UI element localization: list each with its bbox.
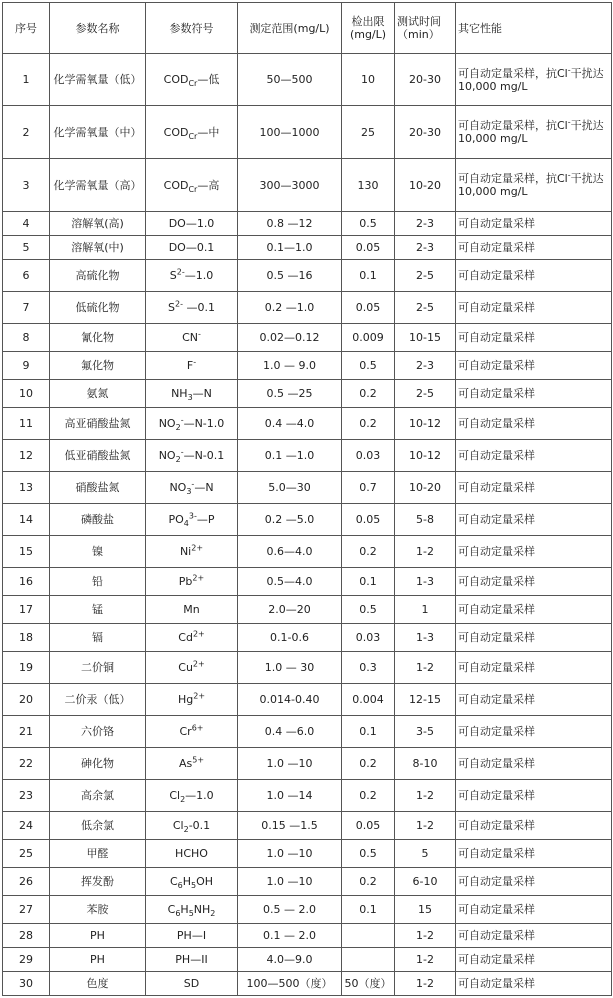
cell-range: 2.0—20 [238, 596, 342, 624]
cell-time: 5 [395, 840, 456, 868]
cell-name: 镍 [50, 536, 146, 568]
cell-time: 2-3 [395, 212, 456, 236]
cell-other: 可自动定量采样 [456, 324, 612, 352]
cell-range: 1.0 —10 [238, 868, 342, 896]
table-row [3, 624, 612, 652]
cell-name: 化学需氧量（中） [50, 106, 146, 159]
cell-time: 1-2 [395, 948, 456, 972]
cell-time: 20-30 [395, 54, 456, 106]
table-body [3, 54, 612, 996]
table-row [3, 292, 612, 324]
header-row [3, 3, 612, 54]
table-row [3, 596, 612, 624]
cell-time: 1-2 [395, 924, 456, 948]
cell-symbol: $S^{2-}$ —0.1 [146, 292, 238, 324]
cell-limit: 0.004 [342, 684, 395, 716]
cell-time: 1-2 [395, 536, 456, 568]
cell-time: 10-20 [395, 472, 456, 504]
table-wrapper [2, 2, 612, 996]
table-row [3, 896, 612, 924]
cell-time: 10-20 [395, 159, 456, 212]
cell-no: 8 [3, 324, 50, 352]
cell-time: 2-3 [395, 236, 456, 260]
cell-other: 可自动定量采样 [456, 748, 612, 780]
cell-time: 10-15 [395, 324, 456, 352]
cell-other: 可自动定量采样，抗Cl-干扰达10,000 mg/L [456, 159, 612, 212]
cell-limit: 0.05 [342, 812, 395, 840]
cell-no: 6 [3, 260, 50, 292]
cell-range: 0.1-0.6 [238, 624, 342, 652]
cell-name: 色度 [50, 972, 146, 996]
cell-limit: 0.009 [342, 324, 395, 352]
cell-limit: 0.5 [342, 596, 395, 624]
cell-time: 1-2 [395, 972, 456, 996]
table-row [3, 380, 612, 408]
cell-other: 可自动定量采样 [456, 896, 612, 924]
cell-name: 化学需氧量（低） [50, 54, 146, 106]
table-row [3, 106, 612, 159]
header-range: 测定范围(mg/L) [238, 3, 342, 54]
header-symbol: 参数符号 [146, 3, 238, 54]
table-row [3, 236, 612, 260]
cell-no: 15 [3, 536, 50, 568]
cell-name: 苯胺 [50, 896, 146, 924]
cell-name: PH [50, 948, 146, 972]
cell-limit: 0.05 [342, 292, 395, 324]
table-row [3, 324, 612, 352]
parameter-table [2, 2, 612, 996]
table-row [3, 440, 612, 472]
cell-range: 0.5 — 2.0 [238, 896, 342, 924]
cell-no: 4 [3, 212, 50, 236]
cell-symbol: $COD_{Cr}—$中 [146, 106, 238, 159]
cell-limit: 0.03 [342, 440, 395, 472]
cell-no: 2 [3, 106, 50, 159]
cell-other: 可自动定量采样 [456, 408, 612, 440]
cell-name: 砷化物 [50, 748, 146, 780]
cell-name: 二价汞（低） [50, 684, 146, 716]
cell-time: 15 [395, 896, 456, 924]
cell-symbol: $Hg^{2+}$ [146, 684, 238, 716]
cell-no: 3 [3, 159, 50, 212]
cell-symbol: $COD_{Cr}—$高 [146, 159, 238, 212]
cell-no: 14 [3, 504, 50, 536]
cell-limit [342, 924, 395, 948]
cell-time: 1-2 [395, 780, 456, 812]
cell-name: 磷酸盐 [50, 504, 146, 536]
cell-range: 1.0 —10 [238, 840, 342, 868]
cell-other: 可自动定量采样 [456, 440, 612, 472]
cell-range: 0.5 —16 [238, 260, 342, 292]
cell-range: 0.4 —4.0 [238, 408, 342, 440]
cell-other: 可自动定量采样，抗Cl-干扰达10,000 mg/L [456, 54, 612, 106]
cell-other: 可自动定量采样 [456, 948, 612, 972]
cell-no: 12 [3, 440, 50, 472]
cell-time: 1-3 [395, 624, 456, 652]
cell-limit: 0.1 [342, 716, 395, 748]
table-row [3, 408, 612, 440]
cell-range: 1.0 —10 [238, 748, 342, 780]
table-row [3, 924, 612, 948]
cell-limit: 0.2 [342, 536, 395, 568]
cell-time: 10-12 [395, 440, 456, 472]
cell-symbol: $Cr^{6+}$ [146, 716, 238, 748]
cell-time: 8-10 [395, 748, 456, 780]
cell-no: 29 [3, 948, 50, 972]
cell-range: 300—3000 [238, 159, 342, 212]
cell-no: 17 [3, 596, 50, 624]
cell-other: 可自动定量采样 [456, 716, 612, 748]
cell-range: 1.0 — 9.0 [238, 352, 342, 380]
cell-range: 5.0—30 [238, 472, 342, 504]
cell-no: 10 [3, 380, 50, 408]
cell-name: 高余氯 [50, 780, 146, 812]
table-row [3, 684, 612, 716]
cell-symbol: HCHO [146, 840, 238, 868]
cell-limit: 0.5 [342, 352, 395, 380]
cell-limit: 0.05 [342, 504, 395, 536]
cell-other: 可自动定量采样 [456, 840, 612, 868]
table-row [3, 748, 612, 780]
cell-name: 低余氯 [50, 812, 146, 840]
cell-limit: 0.2 [342, 748, 395, 780]
table-row [3, 260, 612, 292]
cell-range: 0.5—4.0 [238, 568, 342, 596]
cell-other: 可自动定量采样，抗Cl-干扰达10,000 mg/L [456, 106, 612, 159]
cell-other: 可自动定量采样 [456, 596, 612, 624]
cell-other: 可自动定量采样 [456, 380, 612, 408]
table-row [3, 212, 612, 236]
cell-range: 0.6—4.0 [238, 536, 342, 568]
cell-limit: 0.2 [342, 408, 395, 440]
cell-name: 铅 [50, 568, 146, 596]
cell-other: 可自动定量采样 [456, 652, 612, 684]
cell-symbol: $Cl_2-0.1$ [146, 812, 238, 840]
cell-limit: 0.05 [342, 236, 395, 260]
cell-no: 19 [3, 652, 50, 684]
cell-time: 2-3 [395, 352, 456, 380]
cell-limit: 25 [342, 106, 395, 159]
header-other: 其它性能 [456, 3, 612, 54]
cell-limit: 0.1 [342, 568, 395, 596]
cell-time: 3-5 [395, 716, 456, 748]
table-row [3, 868, 612, 896]
table-row [3, 159, 612, 212]
cell-symbol: $NH_3—N$ [146, 380, 238, 408]
cell-symbol: CN- [146, 324, 238, 352]
table-row [3, 472, 612, 504]
cell-other: 可自动定量采样 [456, 568, 612, 596]
cell-other: 可自动定量采样 [456, 236, 612, 260]
table-row [3, 652, 612, 684]
cell-time: 1 [395, 596, 456, 624]
cell-name: 化学需氧量（高） [50, 159, 146, 212]
cell-symbol: PH—I [146, 924, 238, 948]
cell-limit: 0.1 [342, 896, 395, 924]
table-row [3, 972, 612, 996]
cell-name: 六价铬 [50, 716, 146, 748]
cell-time: 12-15 [395, 684, 456, 716]
table-row [3, 948, 612, 972]
cell-other: 可自动定量采样 [456, 212, 612, 236]
cell-name: 挥发酚 [50, 868, 146, 896]
header-time: 测试时间（min） [395, 3, 456, 54]
cell-limit: 0.1 [342, 260, 395, 292]
cell-symbol: $COD_{Cr}—$低 [146, 54, 238, 106]
cell-range: 0.2 —1.0 [238, 292, 342, 324]
cell-no: 18 [3, 624, 50, 652]
cell-other: 可自动定量采样 [456, 780, 612, 812]
cell-range: 0.1 — 2.0 [238, 924, 342, 948]
cell-no: 13 [3, 472, 50, 504]
cell-other: 可自动定量采样 [456, 260, 612, 292]
cell-limit: 0.5 [342, 212, 395, 236]
header-no: 序号 [3, 3, 50, 54]
cell-time: 2-5 [395, 260, 456, 292]
cell-limit: 0.3 [342, 652, 395, 684]
cell-no: 25 [3, 840, 50, 868]
cell-time: 10-12 [395, 408, 456, 440]
cell-no: 5 [3, 236, 50, 260]
cell-name: PH [50, 924, 146, 948]
table-row [3, 840, 612, 868]
cell-name: 氰化物 [50, 324, 146, 352]
cell-limit: 130 [342, 159, 395, 212]
cell-range: 0.4 —6.0 [238, 716, 342, 748]
cell-name: 高亚硝酸盐氮 [50, 408, 146, 440]
cell-range: 0.15 —1.5 [238, 812, 342, 840]
cell-no: 23 [3, 780, 50, 812]
cell-symbol: $C_6H_5OH$ [146, 868, 238, 896]
cell-symbol: DO—1.0 [146, 212, 238, 236]
cell-other: 可自动定量采样 [456, 924, 612, 948]
cell-name: 高硫化物 [50, 260, 146, 292]
cell-name: 氨氮 [50, 380, 146, 408]
cell-limit: 50（度） [342, 972, 395, 996]
cell-range: 1.0 — 30 [238, 652, 342, 684]
cell-other: 可自动定量采样 [456, 624, 612, 652]
cell-time: 20-30 [395, 106, 456, 159]
cell-name: 甲醛 [50, 840, 146, 868]
cell-other: 可自动定量采样 [456, 504, 612, 536]
cell-other: 可自动定量采样 [456, 472, 612, 504]
cell-range: 4.0—9.0 [238, 948, 342, 972]
cell-no: 24 [3, 812, 50, 840]
cell-other: 可自动定量采样 [456, 868, 612, 896]
cell-name: 镉 [50, 624, 146, 652]
cell-time: 1-2 [395, 812, 456, 840]
header-limit: 检出限(mg/L) [342, 3, 395, 54]
cell-no: 27 [3, 896, 50, 924]
table-row [3, 352, 612, 380]
cell-range: 0.014-0.40 [238, 684, 342, 716]
cell-time: 1-3 [395, 568, 456, 596]
cell-name: 低硫化物 [50, 292, 146, 324]
table-row [3, 716, 612, 748]
cell-time: 5-8 [395, 504, 456, 536]
cell-symbol: $Cl_2—1.0$ [146, 780, 238, 812]
cell-symbol: $Cd^{2+}$ [146, 624, 238, 652]
cell-other: 可自动定量采样 [456, 292, 612, 324]
cell-no: 16 [3, 568, 50, 596]
cell-no: 20 [3, 684, 50, 716]
cell-range: 100—1000 [238, 106, 342, 159]
table-row [3, 54, 612, 106]
cell-name: 氟化物 [50, 352, 146, 380]
cell-name: 锰 [50, 596, 146, 624]
cell-symbol: $Pb^{2+}$ [146, 568, 238, 596]
cell-limit: 0.7 [342, 472, 395, 504]
cell-no: 21 [3, 716, 50, 748]
cell-limit: 0.5 [342, 840, 395, 868]
cell-symbol: PH—II [146, 948, 238, 972]
cell-no: 1 [3, 54, 50, 106]
table-row [3, 812, 612, 840]
cell-symbol: Mn [146, 596, 238, 624]
cell-symbol: $NO_2^-—N-0.1$ [146, 440, 238, 472]
cell-time: 2-5 [395, 380, 456, 408]
cell-no: 26 [3, 868, 50, 896]
cell-time: 2-5 [395, 292, 456, 324]
cell-no: 22 [3, 748, 50, 780]
table-row [3, 780, 612, 812]
cell-name: 硝酸盐氮 [50, 472, 146, 504]
cell-range: 0.1 —1.0 [238, 440, 342, 472]
table-row [3, 504, 612, 536]
cell-symbol: SD [146, 972, 238, 996]
cell-range: 0.02—0.12 [238, 324, 342, 352]
cell-symbol: $PO_4^{3-}—P$ [146, 504, 238, 536]
cell-symbol: $As^{5+}$ [146, 748, 238, 780]
header-name: 参数名称 [50, 3, 146, 54]
cell-range: 0.2 —5.0 [238, 504, 342, 536]
cell-range: 0.1—1.0 [238, 236, 342, 260]
cell-name: 低亚硝酸盐氮 [50, 440, 146, 472]
cell-range: 0.5 —25 [238, 380, 342, 408]
cell-name: 溶解氧(中) [50, 236, 146, 260]
cell-other: 可自动定量采样 [456, 684, 612, 716]
cell-other: 可自动定量采样 [456, 536, 612, 568]
cell-symbol: $NO_3^-—N$ [146, 472, 238, 504]
cell-no: 7 [3, 292, 50, 324]
cell-symbol: $Cu^{2+}$ [146, 652, 238, 684]
cell-limit: 0.2 [342, 868, 395, 896]
cell-symbol: $Ni^{2+}$ [146, 536, 238, 568]
cell-other: 可自动定量采样 [456, 972, 612, 996]
cell-no: 9 [3, 352, 50, 380]
table-row [3, 536, 612, 568]
cell-name: 溶解氧(高) [50, 212, 146, 236]
cell-other: 可自动定量采样 [456, 352, 612, 380]
cell-time: 6-10 [395, 868, 456, 896]
cell-no: 28 [3, 924, 50, 948]
cell-limit: 0.03 [342, 624, 395, 652]
table-row [3, 568, 612, 596]
cell-range: 1.0 —14 [238, 780, 342, 812]
cell-name: 二价铜 [50, 652, 146, 684]
cell-time: 1-2 [395, 652, 456, 684]
cell-other: 可自动定量采样 [456, 812, 612, 840]
cell-range: 100—500（度） [238, 972, 342, 996]
cell-symbol: F- [146, 352, 238, 380]
cell-symbol: DO—0.1 [146, 236, 238, 260]
cell-symbol: $S^{2-}—1.0$ [146, 260, 238, 292]
cell-limit: 10 [342, 54, 395, 106]
cell-range: 0.8 —12 [238, 212, 342, 236]
cell-no: 30 [3, 972, 50, 996]
cell-symbol: $C_6H_5NH_2$ [146, 896, 238, 924]
cell-limit: 0.2 [342, 780, 395, 812]
cell-no: 11 [3, 408, 50, 440]
cell-symbol: $NO_2^-—N-1.0$ [146, 408, 238, 440]
cell-range: 50—500 [238, 54, 342, 106]
cell-limit [342, 948, 395, 972]
cell-limit: 0.2 [342, 380, 395, 408]
